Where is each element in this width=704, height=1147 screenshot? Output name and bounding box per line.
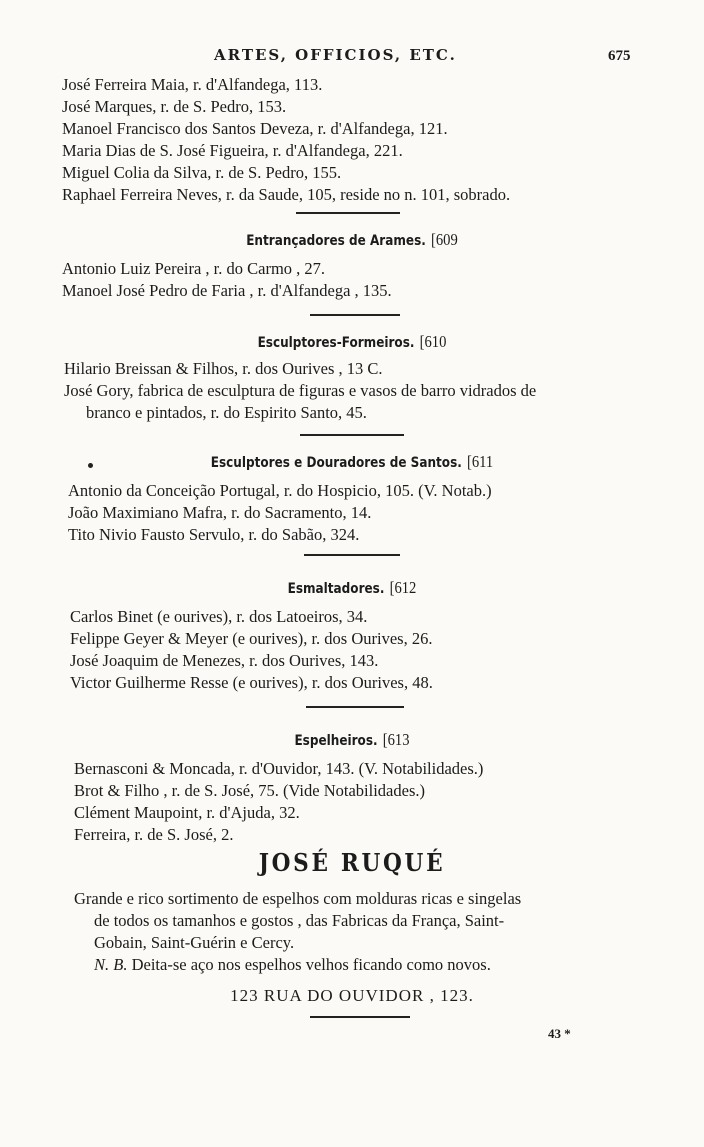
section-divider: [300, 434, 404, 436]
entry: Carlos Binet (e ourives), r. dos Latoeiros, 34.: [70, 607, 368, 626]
entry: Clément Maupoint, r. d'Ajuda, 32.: [74, 803, 300, 822]
entry: Brot & Filho , r. de S. José, 75. (Vide Notabilidades.): [74, 781, 425, 800]
entry-continuation: branco e pintados, r. do Espirito Santo, 45.: [86, 403, 367, 422]
note-text: Deita-se aço nos espelhos velhos ficando como novos.: [131, 955, 491, 974]
ad-note: [74, 954, 674, 976]
entry: Hilario Breissan & Filhos, r. dos Ourives , 13 C.: [64, 359, 383, 378]
entry: José Joaquim de Menezes, r. dos Ourives, 143.: [70, 651, 379, 670]
entry: Felippe Geyer & Meyer (e ourives), r. dos Ourives, 26.: [70, 629, 433, 648]
section-entries-611: [68, 480, 668, 546]
entry: José Gory, fabrica de esculptura de figuras e vasos de barro vidrados de: [64, 381, 537, 400]
entry: Maria Dias de S. José Figueira, r. d'Alfandega, 221.: [62, 141, 403, 160]
entry: Ferreira, r. de S. José, 2.: [74, 825, 234, 844]
entry: Victor Guilherme Resse (e ourives), r. dos Ourives, 48.: [70, 673, 433, 692]
section-divider: [304, 554, 400, 556]
ad-line: Gobain, Saint-Guérin e Cercy.: [94, 933, 295, 952]
printer-signature-mark: 43 *: [548, 1026, 571, 1041]
entry: Bernasconi & Moncada, r. d'Ouvidor, 143. (V. Notabilidades.): [74, 759, 484, 778]
closing-rule: [310, 1016, 410, 1018]
continued-entries: [62, 74, 662, 206]
entry: Manoel José Pedro de Faria , r. d'Alfandega , 135.: [62, 281, 392, 300]
section-number: [611: [466, 452, 494, 471]
entry: Miguel Colia da Silva, r. de S. Pedro, 155.: [62, 163, 342, 182]
section-title: Esculptores e Douradores de Santos.: [210, 455, 462, 471]
section-divider: [310, 314, 400, 316]
section-entries-610: [64, 358, 664, 424]
running-title: ARTES, OFFICIOS, ETC.: [214, 46, 457, 64]
entry: Manoel Francisco dos Santos Deveza, r. d'Alfandega, 121.: [62, 119, 448, 138]
section-number: [609: [430, 230, 458, 249]
section-heading-609: [49, 230, 654, 250]
section-title: Esmaltadores.: [287, 581, 385, 597]
entry: José Marques, r. de S. Pedro, 153.: [62, 97, 287, 116]
section-divider: [296, 212, 400, 214]
ad-line: Grande e rico sortimento de espelhos com molduras ricas e singelas: [74, 889, 522, 908]
section-entries-609: [62, 258, 662, 302]
note-label: N. B.: [94, 955, 128, 974]
section-number: [612: [389, 578, 417, 597]
section-heading-610: [49, 332, 654, 352]
entry: José Ferreira Maia, r. d'Alfandega, 113.: [62, 75, 323, 94]
section-heading-612: [49, 578, 654, 598]
entry: João Maximiano Mafra, r. do Sacramento, 14.: [68, 503, 372, 522]
entry: Antonio Luiz Pereira , r. do Carmo , 27.: [62, 259, 326, 278]
page-number: 675: [608, 48, 631, 64]
section-entries-612: [70, 606, 670, 694]
entry: Raphael Ferreira Neves, r. da Saude, 105, reside no n. 101, sobrado.: [62, 185, 511, 204]
section-heading-613: [49, 730, 654, 750]
ad-line: de todos os tamanhos e gostos , das Fabricas da França, Saint-: [94, 911, 505, 930]
section-title: Entrançadores de Arames.: [246, 233, 426, 249]
entry: Antonio da Conceição Portugal, r. do Hospicio, 105. (V. Notab.): [68, 481, 492, 500]
section-heading-611: [49, 452, 654, 472]
advertiser-address: 123 RUA DO OUVIDOR , 123.: [230, 986, 474, 1005]
advertiser-name: JOSÉ RUQUÉ: [258, 848, 446, 877]
section-divider: [306, 706, 404, 708]
section-number: [610: [419, 332, 447, 351]
advertisement-text: [74, 888, 674, 976]
section-title: Espelheiros.: [294, 733, 378, 749]
section-entries-613: [74, 758, 674, 846]
entry: Tito Nivio Fausto Servulo, r. do Sabão, 324.: [68, 525, 360, 544]
running-head: [0, 46, 704, 70]
section-number: [613: [382, 730, 410, 749]
section-title: Esculptores-Formeiros.: [257, 335, 415, 351]
